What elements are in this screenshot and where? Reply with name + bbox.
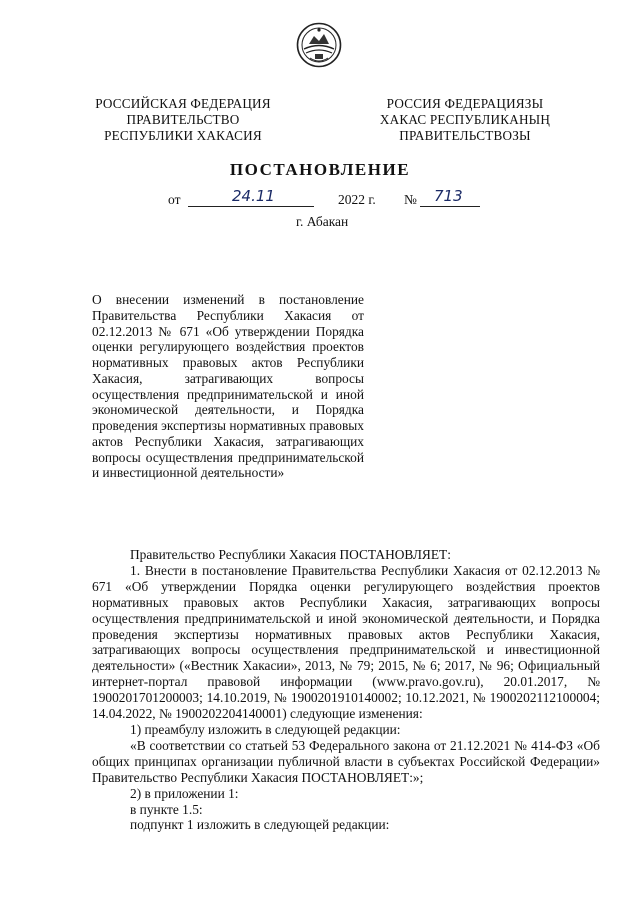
number-prefix: № <box>404 192 417 207</box>
body-paragraph: 2) в приложении 1: <box>130 785 239 801</box>
body-paragraph: «В соответствии со статьей 53 Федерального закона от 21.12.2021 № 414-ФЗ «Об общих принципах организации публичной власти в субъектах Российской Федерации» Правительство Республики Хакасия ПОСТАНОВЛЯЕТ:»; <box>92 737 600 785</box>
header-left-line: ПРАВИТЕЛЬСТВО <box>126 112 240 127</box>
date-line <box>168 187 488 210</box>
body-paragraph: Правительство Республики Хакасия ПОСТАНОВЛЯЕТ: <box>130 547 451 562</box>
date-year: 2022 г. <box>338 192 376 207</box>
header-right-line: ХАКАС РЕСПУБЛИКАНЫҢ <box>379 112 551 127</box>
document-body <box>92 547 600 833</box>
date-underline <box>188 206 314 207</box>
document-title: ПОСТАНОВЛЕНИЕ <box>229 160 411 179</box>
body-paragraph: в пункте 1.5: <box>130 801 203 817</box>
document-subject: О внесении изменений в постановление Правительства Республики Хакасия от 02.12.2013 № 671 «Об утверждении Порядка оценки регулирующего воздействия проектов нормативных правовых актов Республики Хакасия, затрагивающих вопросы осуществления предпринимательской и иной экономической деятельности, и Порядка проведения экспертизы нормативных правовых актов Республики Хакасия, затрагивающих вопросы осуществления предпринимательской и инвестиционной деятельности» <box>92 292 364 481</box>
header-left-line: РЕСПУБЛИКИ ХАКАСИЯ <box>104 128 262 143</box>
handwritten-date: 24.11 <box>232 187 275 205</box>
coat-of-arms-icon <box>296 22 342 68</box>
body-paragraph: 1. Внести в постановление Правительства Республики Хакасия от 02.12.2013 № 671 «Об утверждении Порядка оценки регулирующего воздействия проектов нормативных правовых актов Республики Хакасия, затрагивающих вопросы осуществления предпринимательской и иной экономической деятельности, и Порядка проведения экспертизы нормативных правовых актов Республики Хакасия, затрагивающих вопросы осуществления предпринимательской и инвестиционной деятельности» («Вестник Хакасии», 2013, № 79; 2015, № 6; 2017, № 96; Официальный интернет-портал правовой информации (www.pravo.gov.ru), 20.01.2017, № 1900201701200003; 14.10.2019, № 1900201910140002; 10.12.2021, № 1900202112100004; 14.04.2022, № 1900202204140001) следующие изменения: <box>92 562 600 722</box>
number-underline <box>420 206 480 207</box>
header-right <box>358 96 572 144</box>
city: г. Абакан <box>296 214 349 229</box>
body-paragraph: 1) преамбулу изложить в следующей редакции: <box>130 721 401 737</box>
body-paragraph: подпункт 1 изложить в следующей редакции: <box>130 817 390 833</box>
header-right-line: ПРАВИТЕЛЬСТВОЗЫ <box>399 128 531 143</box>
header-left-line: РОССИЙСКАЯ ФЕДЕРАЦИЯ <box>95 96 271 111</box>
handwritten-number: 713 <box>434 187 463 205</box>
header-left <box>92 96 274 144</box>
date-prefix: от <box>168 192 181 207</box>
header-right-line: РОССИЯ ФЕДЕРАЦИЯЗЫ <box>386 96 544 111</box>
